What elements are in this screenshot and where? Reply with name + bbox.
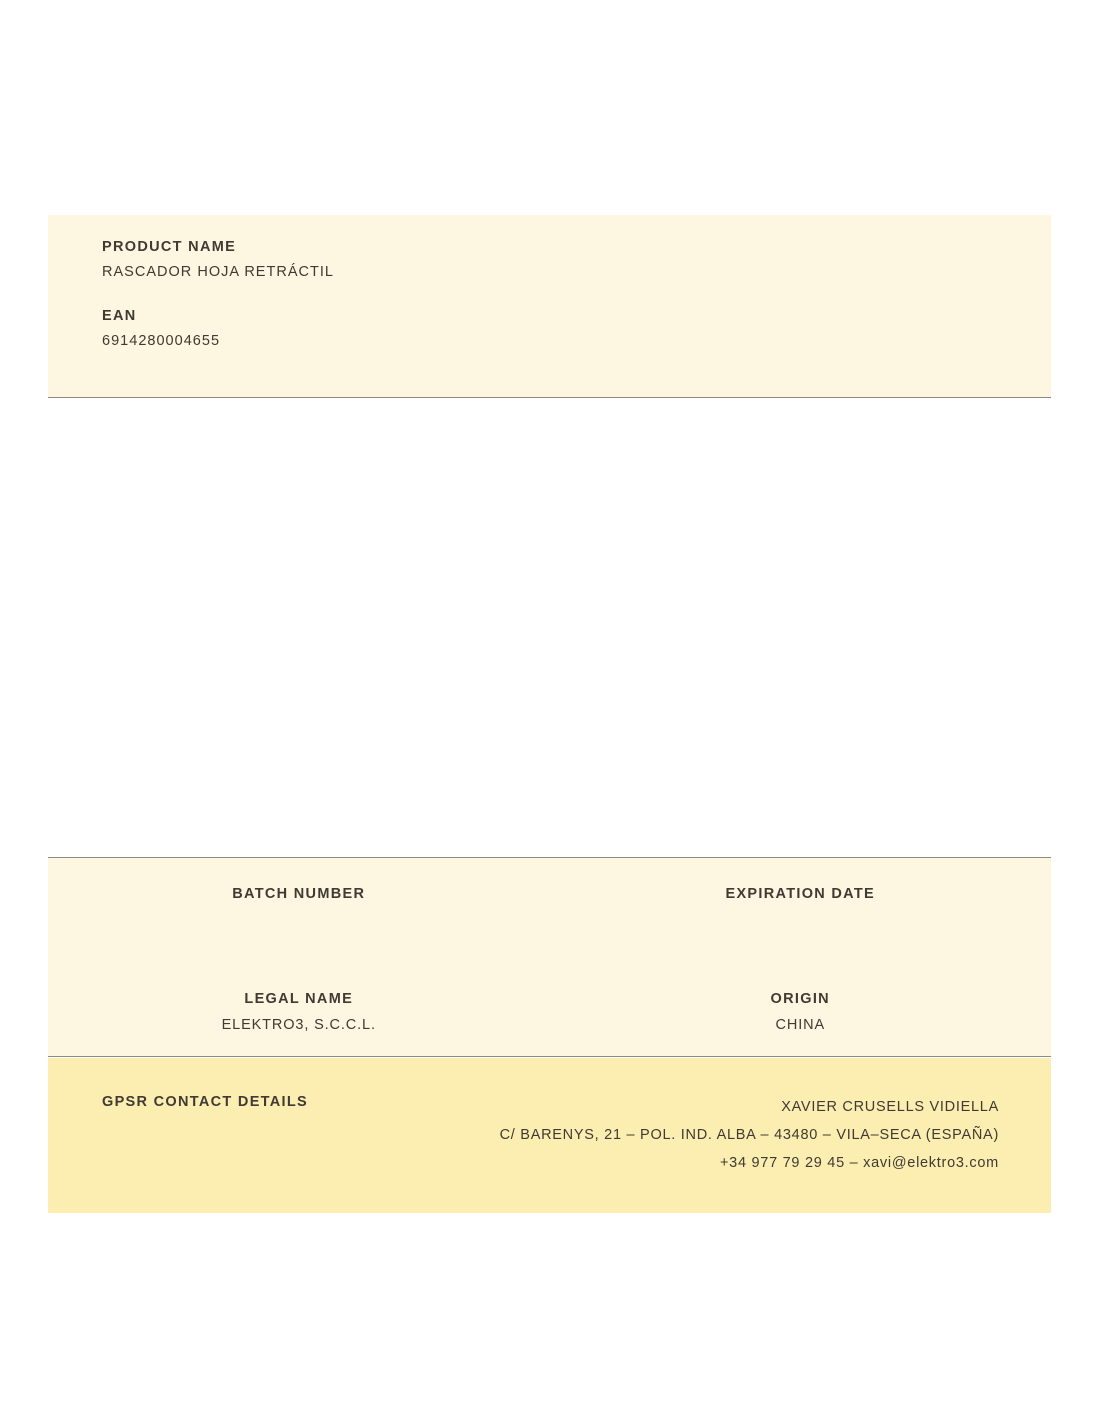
batch-number-value [48,912,550,929]
product-name-label: PRODUCT NAME [102,239,237,255]
batch-number-label: BATCH NUMBER [232,886,366,902]
legal-origin-row [48,929,1051,1034]
gpsr-contact-panel [48,1058,1051,1213]
gpsr-contact-label: GPSR CONTACT DETAILS [102,1094,309,1110]
product-info-panel [48,215,1051,398]
expiration-date-value [550,912,1052,929]
product-name-value: RASCADOR HOJA RETRÁCTIL [102,264,335,280]
legal-name-label: LEGAL NAME [244,991,354,1007]
gpsr-contact-details [500,1094,999,1213]
expiration-date-label: EXPIRATION DATE [725,886,876,902]
gpsr-contact-name: XAVIER CRUSELLS VIDIELLA [781,1099,999,1115]
blank-content-area [48,398,1051,857]
ean-label: EAN [102,308,137,324]
ean-value: 6914280004655 [102,333,221,349]
batch-expiration-row [48,858,1051,929]
ean-field [102,308,1051,349]
legal-name-value: ELEKTRO3, S.C.C.L. [221,1017,376,1033]
gpsr-contact-phone-email: +34 977 79 29 45 – xavi@elektro3.com [719,1154,999,1171]
gpsr-contact-address: C/ BARENYS, 21 – POL. IND. ALBA – 43480 – VILA–SECA (ESPAÑA) [499,1126,999,1143]
origin-label: ORIGIN [770,991,830,1007]
legal-name-field [48,991,550,1034]
expiration-date-field [550,886,1052,929]
origin-field [550,991,1052,1034]
product-name-field [102,239,1051,280]
batch-number-field [48,886,550,929]
origin-value: CHINA [775,1017,825,1033]
product-info-content [48,215,1051,349]
batch-legal-panel [48,857,1051,1057]
